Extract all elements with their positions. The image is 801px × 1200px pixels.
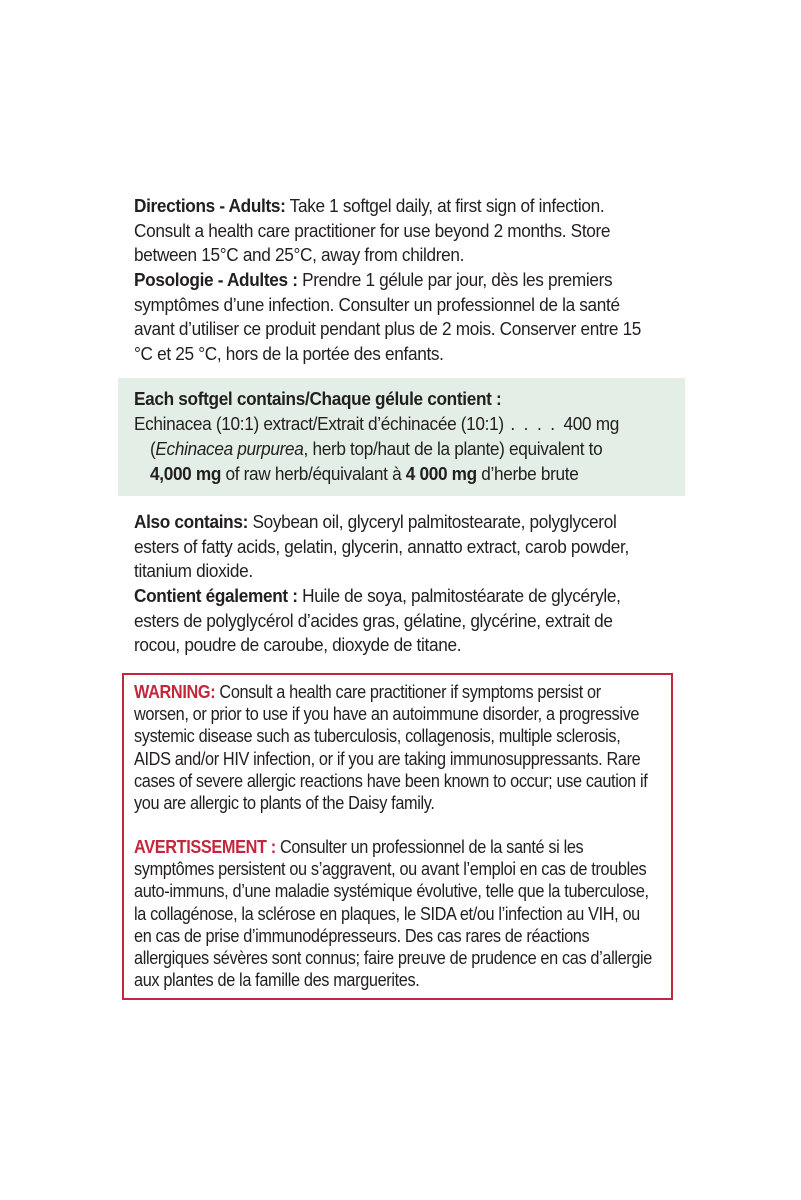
warning-english: [134, 681, 659, 814]
raw-herb-text: of raw herb/équivalant à: [221, 463, 406, 484]
also-contains-heading-fr: Contient également :: [134, 585, 298, 606]
non-medicinal-ingredients-fr: [134, 584, 655, 658]
latin-name: Echinacea purpurea: [155, 438, 304, 459]
also-contains-text-fr: Huile de soya, palmitostéarate de glycéryle, esters de polyglycérol d’acides gras, gélatine, glycérine, extrait de rocou, poudre de caroube, dioxyde de titane.: [134, 585, 621, 655]
raw-herb-amount-en: 4,000 mg: [150, 463, 222, 484]
directions-text-fr: Prendre 1 gélule par jour, dès les premiers symptômes d’une infection. Consulter un professionnel de la santé avant d’utiliser ce produit pendant plus de 2 mois. Conserver entre 15 °C et 25 °C, hors de la portée des enfants.: [134, 269, 642, 364]
raw-herb-amount-fr: 4 000 mg: [405, 463, 477, 484]
raw-herb-equivalent-line: [150, 462, 708, 487]
paren-open: (: [150, 438, 156, 459]
ingredient-name: Echinacea (10:1) extract/Extrait d’échinacée (10:1): [134, 413, 504, 434]
warning-heading-fr: AVERTISSEMENT :: [134, 837, 276, 857]
directions-heading-en: Directions - Adults:: [134, 195, 286, 216]
directions-text-en: Take 1 softgel daily, at first sign of infection. Consult a health care practitioner for use beyond 2 months. Store between 15°C and 25°C, away from children.: [134, 195, 611, 265]
directions-english: [134, 194, 655, 268]
directions-french: [134, 268, 655, 366]
leader-dots: . . . .: [503, 413, 564, 434]
also-contains-heading-en: Also contains:: [134, 511, 248, 532]
warning-french: [134, 836, 659, 991]
also-contains-text-en: Soybean oil, glyceryl palmitostearate, polyglycerol esters of fatty acids, gelatin, glycerin, annatto extract, carob powder, titanium dioxide.: [134, 511, 629, 581]
ingredient-line: [134, 412, 692, 437]
warning-text-en: Consult a health care practitioner if symptoms persist or worsen, or prior to use if you have an autoimmune disorder, a progressive systemic disease such as tuberculosis, collagenosis, multiple sclerosis, AIDS and/or HIV infection, or if you are taking immunosuppressants. Rare cases of severe allergic reactions have been known to occur; use caution if you are allergic to plants of the Daisy family.: [134, 682, 648, 814]
warning-heading-en: WARNING:: [134, 682, 216, 702]
ingredient-source-line: [150, 437, 708, 462]
ingredient-source-text: , herb top/haut de la plante) equivalent to: [303, 438, 603, 459]
non-medicinal-ingredients-en: [134, 510, 655, 584]
ingredient-amount: 400 mg: [563, 413, 619, 434]
raw-herb-text-end: d’herbe brute: [476, 463, 579, 484]
ingredients-title: Each softgel contains/Chaque gélule contient :: [134, 388, 502, 409]
directions-heading-fr: Posologie - Adultes :: [134, 269, 298, 290]
warning-text-fr: Consulter un professionnel de la santé si les symptômes persistent ou s’aggravent, ou avant l’emploi en cas de troubles auto-immuns, d’une maladie systémique évolutive, telle que la tuberculose, la collagénose, la sclérose en plaques, le SIDA et/ou l’infection au VIH, ou en cas de prise d’immunodépresseurs. Des cas rares de réactions allergiques sévères sont connus; faire preuve de prudence en cas d’allergie aux plantes de la famille des marguerites.: [134, 837, 652, 991]
